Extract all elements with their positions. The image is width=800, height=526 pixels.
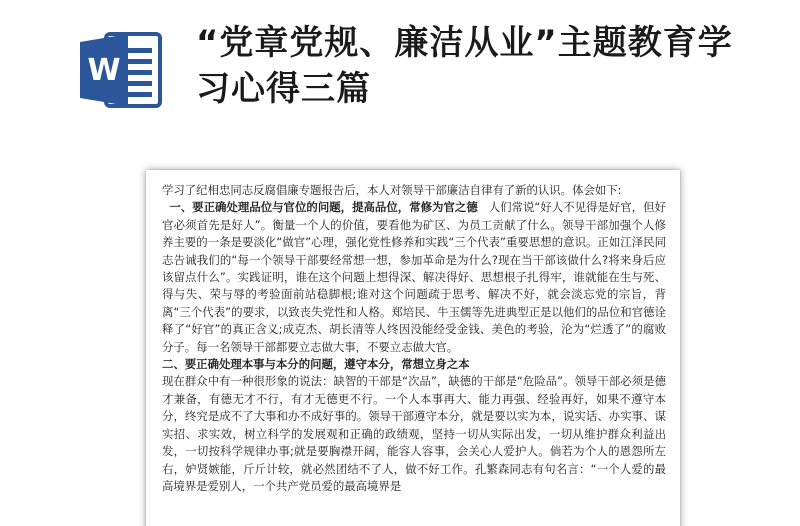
header-banner (0, 0, 800, 140)
word-icon (76, 30, 164, 110)
document-page[interactable] (146, 170, 680, 526)
page-title: “党章党规、廉洁从业”主题教育学习心得三篇 (196, 23, 733, 109)
doc-section-1-heading: 一、要正确处理品位与官位的问题，提高品位，常修为官之德 (169, 200, 478, 215)
doc-section-2-heading: 二、要正确处理本事与本分的问题，遵守本分，常想立身之本 (162, 357, 470, 372)
doc-section-1-body: 人们常说“好人不见得是好官，但好官必须首先是好人”。衡量一个人的价值，要看他为矿区、为员工贡献了什么。领导干部加强个人修养主要的一条是要淡化“做官”心理，强化党性修养和实践“三个代表”重要思想的意识。正如江泽民同志告诫我们的“每一个领导干部要经常想一想，参加革命是为什么?现在当干部该做什么?将来身后应该留点什么”。实践证明，谁在这个问题上想得深、解决得好、思想根子扎得牢，谁就能在生与死、得与失、荣与辱的考验面前站稳脚根;谁对这个问题疏于思考、解决不好，就会淡忘党的宗旨，背离“三个代表”的要求，以致丧失党性和人格。郑培民、牛玉儒等先进典型正是以他们的品位和官德诠释了“好官”的真正含义;成克杰、胡长清等人终因没能经受金钱、美色的考验，沦为“烂透了”的腐败分子。每一名领导干部都要立志做大事，不要立志做大官。 (162, 200, 666, 354)
word-icon-letter: W (87, 53, 121, 88)
doc-intro: 学习了纪相忠同志反腐倡廉专题报告后，本人对领导干部廉洁自律有了新的认识。体会如下: (162, 183, 622, 197)
document-body (162, 182, 666, 495)
doc-section-1 (162, 199, 666, 356)
doc-section-2-body: 现在群众中有一种很形象的说法：缺智的干部是“次品”，缺德的干部是“危险品”。领导干部必须是德才兼备，有德无才不行，有才无德更不行。一个人本事再大、能力再强、经验再好，如果不遵守本分，终究是成不了大事和办不成好事的。领导干部遵守本分，就是要以实为本，说实话、办实事、谋实招、求实效，树立科学的发展观和正确的政绩观，坚持一切从实际出发，一切从维护群众利益出发，一切按科学规律办事;就是要胸襟开阔，能容人容事，会关心人爱护人。倘若为个人的恩怨所左右，妒贤嫉能，斤斤计较，就必然团结不了人，做不好工作。孔繁森同志有句名言：“一个人爱的最高境界是爱别人，一个共产党员爱的最高境界是 (162, 374, 666, 493)
